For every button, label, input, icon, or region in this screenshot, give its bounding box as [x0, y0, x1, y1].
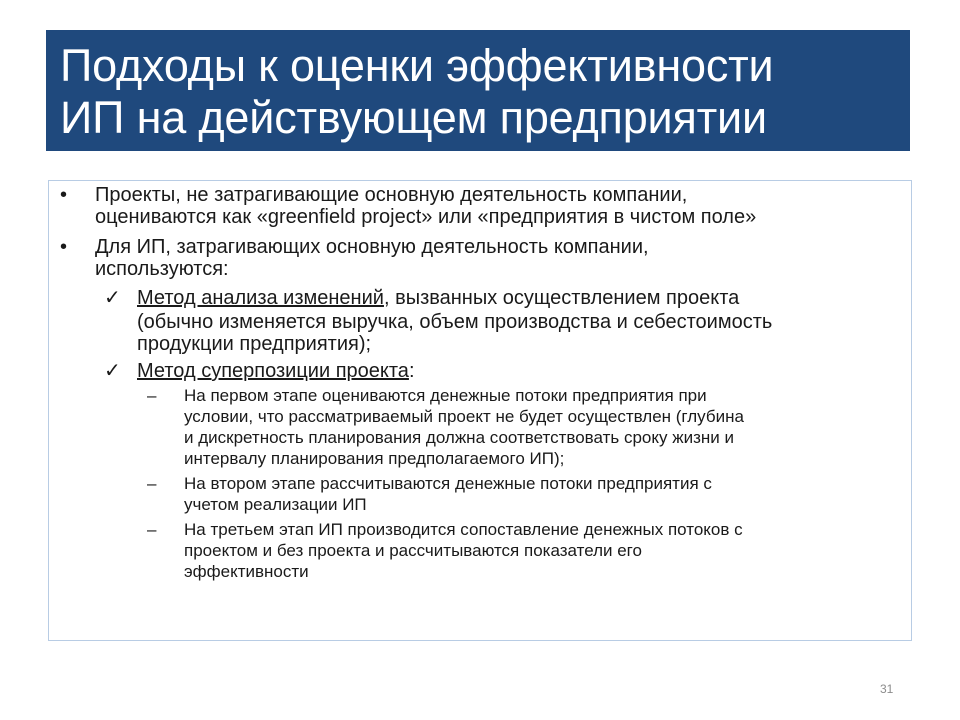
- dash-marker: –: [147, 520, 157, 539]
- step-1-line-1: На первом этапе оцениваются денежные потоки предприятия при: [184, 386, 707, 405]
- method-1-first-line: [137, 287, 739, 309]
- step-2-line-2: учетом реализации ИП: [184, 495, 367, 514]
- step-1-line-4: интервалу планирования предполагаемого ИП);: [184, 449, 565, 468]
- bullet-1-line-1: Проекты, не затрагивающие основную деятельность компании,: [95, 184, 688, 206]
- step-3-line-3: эффективности: [184, 562, 309, 581]
- method-1-rest: , вызванных осуществлением проекта: [383, 287, 740, 309]
- step-1-line-3: и дискретность планирования должна соответствовать сроку жизни и: [184, 428, 734, 447]
- slide-title-line-2: ИП на действующем предприятии: [60, 92, 767, 143]
- checkmark-icon: ✓: [104, 287, 121, 309]
- slide-title-line-1: Подходы к оценки эффективности: [60, 40, 774, 91]
- step-2-line-1: На втором этапе рассчитываются денежные потоки предприятия с: [184, 474, 712, 493]
- checkmark-icon: ✓: [104, 360, 121, 382]
- bullet-2-line-2: используются:: [95, 258, 229, 280]
- step-3-line-2: проектом и без проекта и рассчитываются показатели его: [184, 541, 642, 560]
- bullet-1-line-2: оцениваются как «greenfield project» или «предприятия в чистом поле»: [95, 206, 757, 228]
- bullet-marker: •: [60, 184, 68, 206]
- slide-title-bar: [46, 30, 910, 151]
- bullet-marker: •: [60, 236, 68, 258]
- method-2-rest: :: [408, 360, 415, 382]
- bullet-2-line-1: Для ИП, затрагивающих основную деятельность компании,: [95, 236, 649, 258]
- method-1-name: Метод анализа изменений: [137, 287, 384, 309]
- dash-marker: –: [147, 474, 157, 493]
- step-1-line-2: условии, что рассматриваемый проект не будет осуществлен (глубина: [184, 407, 744, 426]
- step-3-line-1: На третьем этап ИП производится сопоставление денежных потоков с: [184, 520, 743, 539]
- method-1-line-2: (обычно изменяется выручка, объем производства и себестоимость: [137, 311, 773, 333]
- dash-marker: –: [147, 386, 157, 405]
- method-2-name: Метод суперпозиции проекта: [137, 360, 409, 382]
- method-2-line: [137, 360, 415, 382]
- page-number: 31: [880, 682, 894, 696]
- method-1-line-3: продукции предприятия);: [137, 333, 372, 355]
